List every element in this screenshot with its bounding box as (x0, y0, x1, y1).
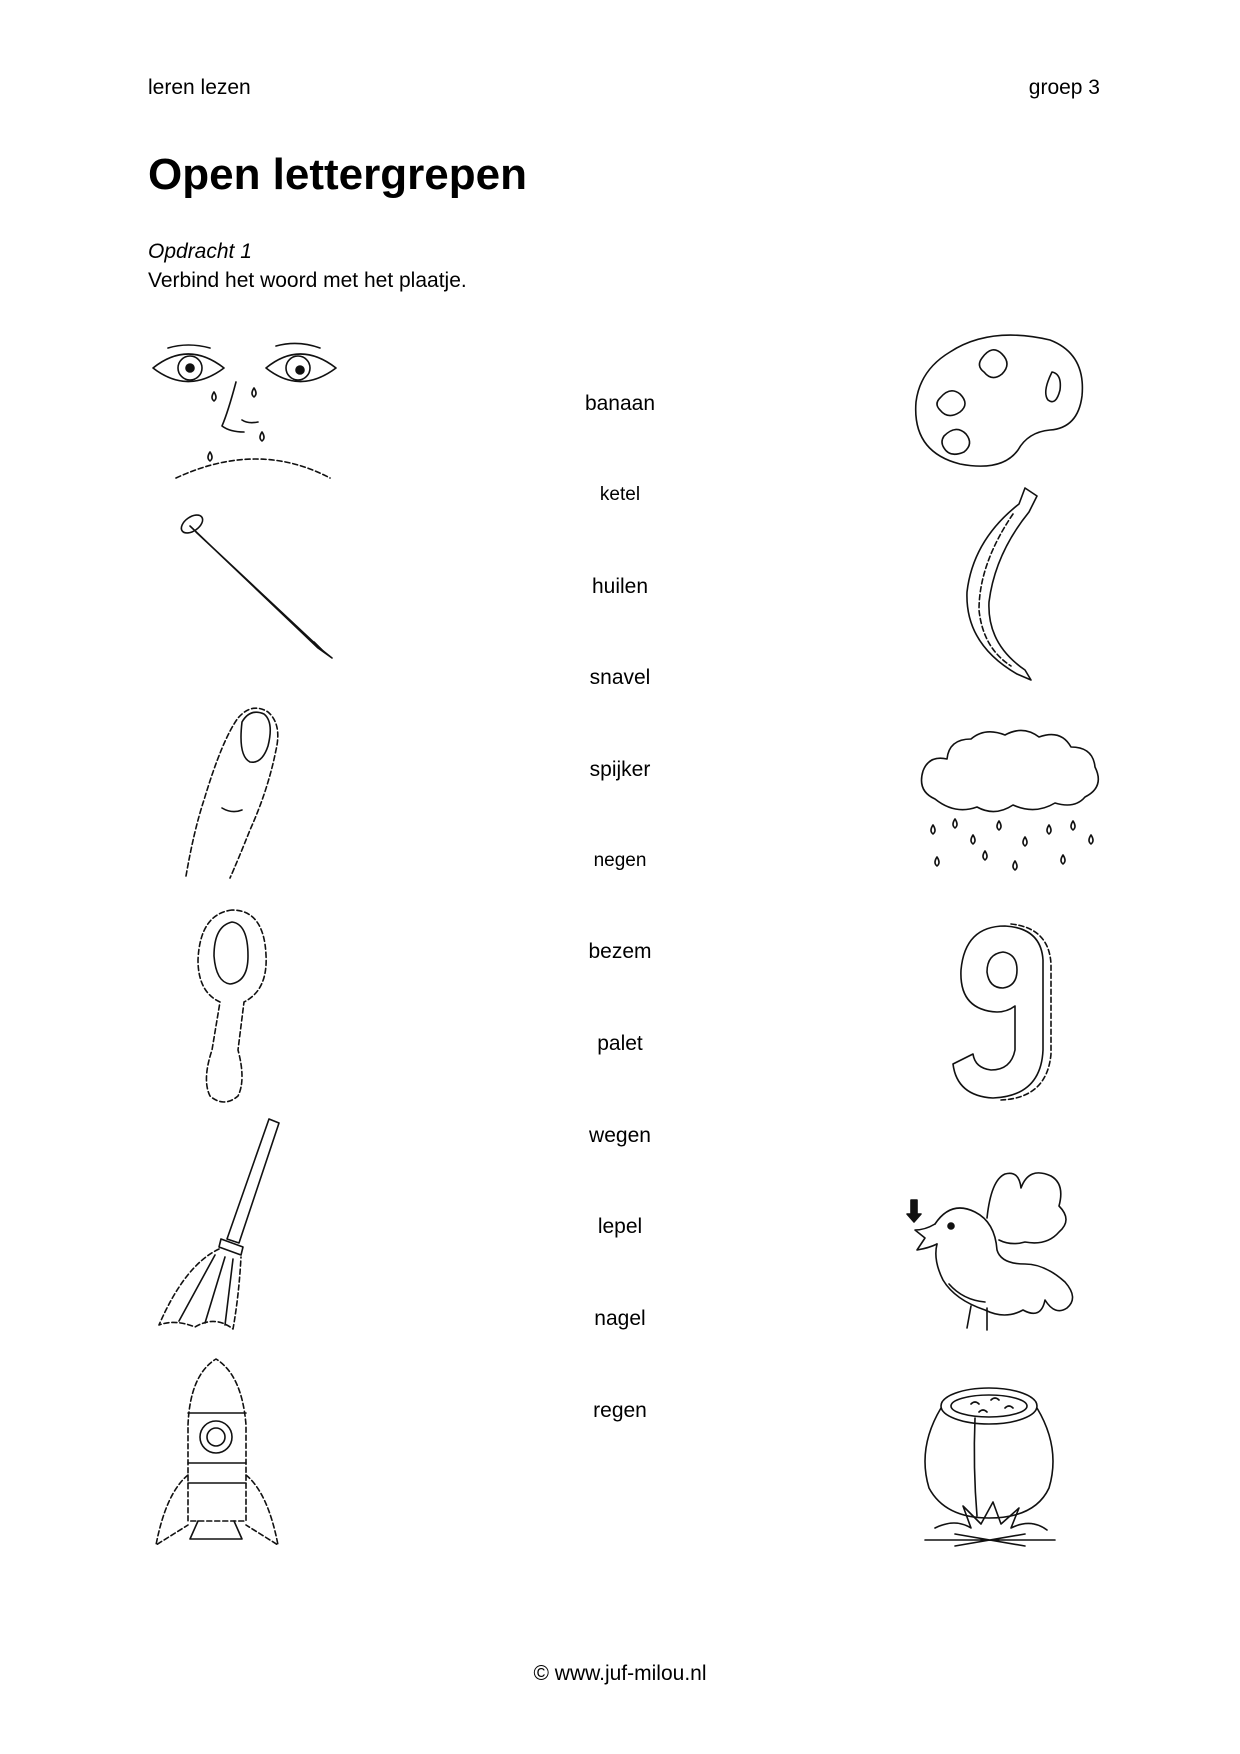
word-nagel: nagel (594, 1307, 646, 1330)
broom-icon (155, 1115, 295, 1335)
task-label: Opdracht 1 (148, 240, 252, 263)
word-spijker: spijker (589, 758, 651, 781)
word-snavel: snavel (589, 666, 651, 689)
crying-face-icon (148, 340, 348, 490)
rain-cloud-icon (915, 725, 1105, 875)
word-negen: negen (593, 850, 647, 871)
word-bezem: bezem (588, 940, 652, 963)
number-nine-icon (945, 920, 1075, 1100)
kettle-on-fire-icon (915, 1378, 1065, 1558)
word-huilen: huilen (591, 575, 649, 598)
palette-icon (910, 332, 1090, 472)
header-grade: groep 3 (1028, 76, 1100, 99)
footer-copyright: © www.juf-milou.nl (533, 1662, 707, 1685)
word-regen: regen (593, 1399, 647, 1422)
finger-icon (180, 700, 310, 880)
word-wegen: wegen (589, 1124, 651, 1147)
bird-icon (895, 1160, 1085, 1340)
page-title: Open lettergrepen (148, 150, 527, 199)
word-ketel: ketel (599, 484, 641, 505)
header-subject: leren lezen (148, 76, 251, 99)
rocket-icon (150, 1355, 290, 1555)
banana-icon (955, 484, 1065, 684)
nail-icon (172, 510, 342, 660)
spoon-icon (188, 900, 278, 1110)
task-instruction: Verbind het woord met het plaatje. (148, 269, 467, 292)
word-lepel: lepel (597, 1215, 643, 1238)
word-palet: palet (597, 1032, 643, 1055)
word-banaan: banaan (584, 392, 656, 415)
